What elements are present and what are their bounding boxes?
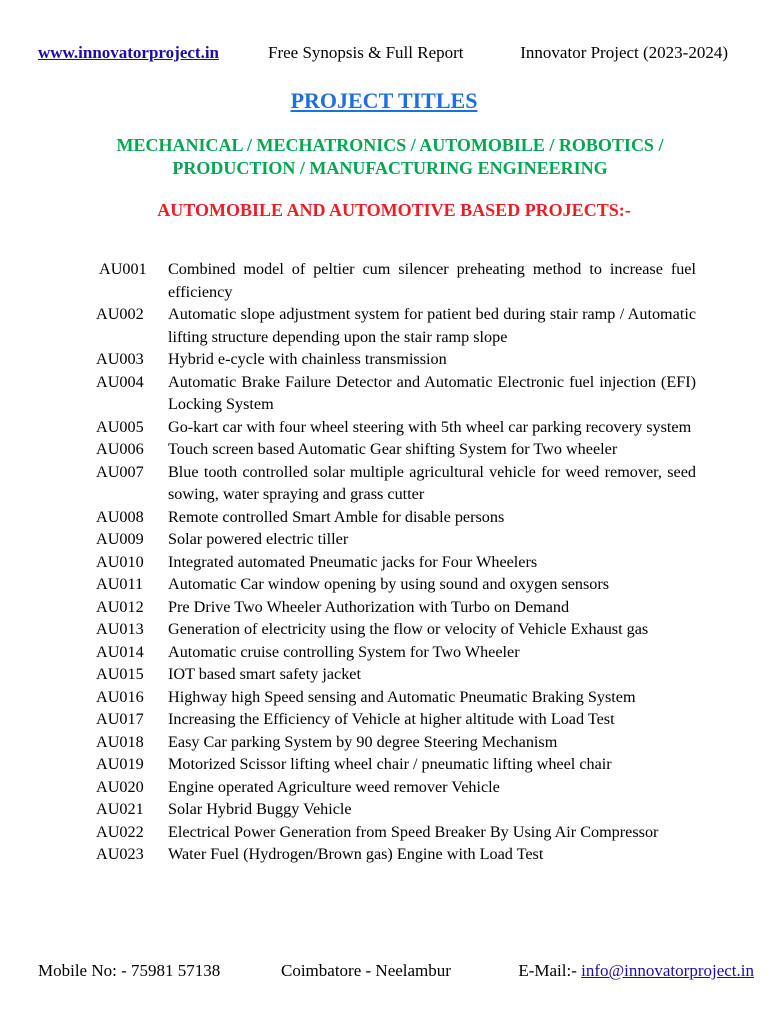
project-item (96, 843, 696, 866)
project-code: AU014 (96, 642, 144, 661)
project-title: Increasing the Efficiency of Vehicle at higher altitude with Load Test (168, 710, 615, 728)
project-code: AU002 (96, 305, 144, 323)
project-item (96, 303, 696, 348)
project-code: AU009 (96, 530, 144, 548)
project-item (96, 551, 696, 574)
project-item (96, 348, 696, 371)
project-title: IOT based smart safety jacket (168, 665, 361, 683)
project-code: AU003 (96, 350, 144, 368)
project-list (96, 258, 696, 866)
project-code: AU021 (96, 800, 144, 818)
project-code: AU008 (96, 507, 144, 526)
project-title: Solar Hybrid Buggy Vehicle (168, 800, 352, 818)
project-title: Engine operated Agriculture weed remover Vehicle (168, 777, 500, 796)
project-item (96, 798, 696, 821)
email-link[interactable]: info@innovatorproject.in (581, 961, 754, 980)
project-title: Remote controlled Smart Amble for disable persons (168, 507, 505, 526)
project-code: AU016 (96, 687, 144, 706)
footer-email-label: E-Mail:- (518, 961, 582, 980)
project-code: AU012 (96, 597, 144, 616)
project-title: Easy Car parking System by 90 degree Steering Mechanism (168, 732, 558, 751)
project-item (96, 821, 696, 844)
project-title: Electrical Power Generation from Speed Breaker By Using Air Compressor (168, 822, 659, 841)
project-title: Automatic Brake Failure Detector and Automatic Electronic fuel injection (EFI) Locking System (168, 372, 696, 413)
project-title: Go-kart car with four wheel steering with 5th wheel car parking recovery system (168, 417, 692, 436)
project-item (96, 641, 696, 664)
project-code: AU022 (96, 822, 144, 841)
header-tagline: Free Synopsis & Full Report (268, 43, 464, 62)
project-item (96, 663, 696, 686)
project-title: Pre Drive Two Wheeler Authorization with Turbo on Demand (168, 597, 570, 616)
project-title: Automatic slope adjustment system for patient bed during stair ramp / Automatic lifting structure depending upon the stair ramp slope (168, 305, 696, 346)
footer-location: Coimbatore - Neelambur (281, 961, 451, 980)
project-title: Combined model of peltier cum silencer preheating method to increase fuel efficiency (168, 260, 696, 301)
project-code: AU018 (96, 732, 144, 751)
project-title: Motorized Scissor lifting wheel chair / pneumatic lifting wheel chair (168, 755, 612, 773)
project-item (96, 596, 696, 619)
project-item (96, 438, 696, 461)
project-item (96, 573, 696, 596)
subtitle-line-2: PRODUCTION / MANUFACTURING ENGINEERING (172, 158, 608, 178)
project-code: AU017 (96, 710, 144, 728)
project-title: Hybrid e-cycle with chainless transmission (168, 350, 447, 368)
project-title: Integrated automated Pneumatic jacks for Four Wheelers (168, 552, 538, 571)
project-code: AU019 (96, 755, 144, 773)
project-item (96, 753, 696, 776)
project-item (96, 528, 696, 551)
project-code: AU011 (96, 575, 144, 593)
project-title: Generation of electricity using the flow or velocity of Vehicle Exhaust gas (168, 620, 649, 638)
discipline-subtitle (60, 134, 720, 180)
subtitle-line-1: MECHANICAL / MECHATRONICS / AUTOMOBILE / ROBOTICS / (116, 135, 664, 155)
project-code: AU005 (96, 417, 144, 436)
project-title: Automatic cruise controlling System for Two Wheeler (168, 642, 520, 661)
project-code: AU010 (96, 552, 144, 571)
project-item (96, 618, 696, 641)
project-item (96, 708, 696, 731)
header-project-year: Innovator Project (2023-2024) (520, 43, 728, 62)
project-item (96, 416, 696, 439)
project-code: AU004 (96, 372, 144, 391)
project-code: AU023 (96, 845, 144, 863)
project-item (96, 461, 696, 506)
project-title: Highway high Speed sensing and Automatic Pneumatic Braking System (168, 687, 636, 706)
project-title: Touch screen based Automatic Gear shifting System for Two wheeler (168, 440, 618, 458)
project-code: AU006 (96, 440, 144, 458)
project-item (96, 776, 696, 799)
project-title: Blue tooth controlled solar multiple agricultural vehicle for weed remover, seed sowing, water spraying and grass cutter (168, 462, 696, 503)
project-item (96, 258, 696, 303)
footer-email (518, 960, 754, 982)
project-code: AU013 (96, 620, 144, 638)
footer-mobile: Mobile No: - 75981 57138 (38, 961, 221, 980)
project-code: AU020 (96, 777, 144, 796)
project-code: AU007 (96, 462, 144, 481)
project-title: Water Fuel (Hydrogen/Brown gas) Engine with Load Test (168, 845, 544, 863)
project-title: Solar powered electric tiller (168, 530, 349, 548)
project-item (96, 731, 696, 754)
project-title: Automatic Car window opening by using sound and oxygen sensors (168, 575, 610, 593)
project-item (96, 506, 696, 529)
site-link[interactable]: www.innovatorproject.in (38, 43, 220, 62)
project-code: AU015 (96, 665, 144, 683)
project-item (96, 686, 696, 709)
page-title: PROJECT TITLES (290, 88, 478, 113)
project-item (96, 371, 696, 416)
section-heading: AUTOMOBILE AND AUTOMOTIVE BASED PROJECTS:- (157, 200, 631, 220)
project-code: AU001 (99, 260, 147, 278)
